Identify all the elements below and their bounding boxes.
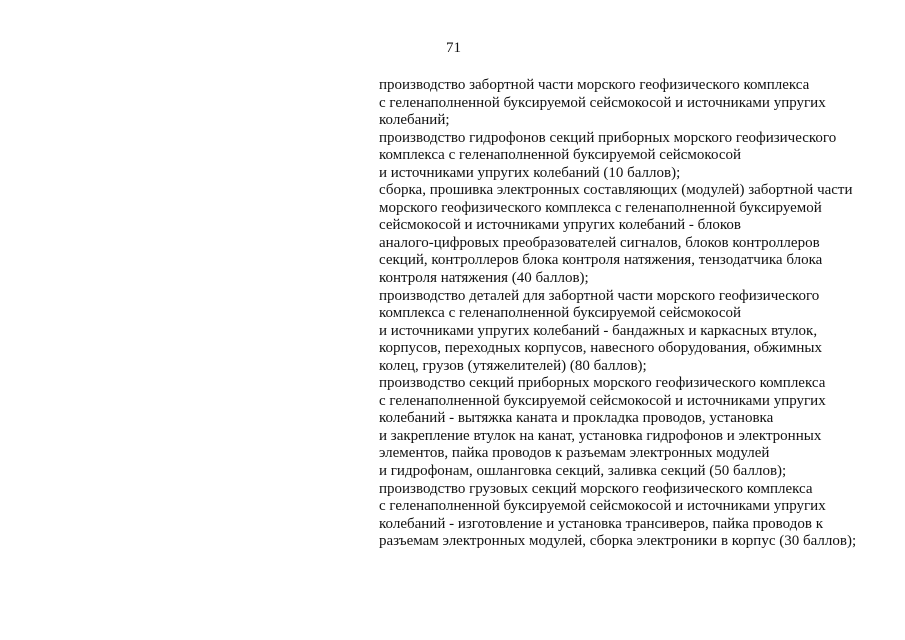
text-line: комплекса с геленаполненной буксируемой сейсмокосой (379, 305, 741, 322)
text-line: аналого-цифровых преобразователей сигналов, блоков контроллеров (379, 234, 820, 251)
text-line: и источниками упругих колебаний (10 баллов); (379, 164, 681, 181)
text-line: морского геофизического комплекса с геленаполненной буксируемой (379, 199, 822, 216)
text-line: колебаний - вытяжка каната и прокладка проводов, установка (379, 410, 774, 427)
text-line: сборка, прошивка электронных составляющих (модулей) забортной части (379, 182, 853, 199)
text-line: и закрепление втулок на канат, установка гидрофонов и электронных (379, 427, 822, 444)
text-line: производство забортной части морского геофизического комплекса (379, 77, 810, 93)
body-text (379, 77, 889, 551)
text-line: сейсмокосой и источниками упругих колебаний - блоков (379, 217, 741, 234)
page-number: 71 (446, 40, 461, 56)
text-line: корпусов, переходных корпусов, навесного оборудования, обжимных (379, 340, 823, 357)
text-line: и гидрофонам, ошланговка секций, заливка секций (50 баллов); (379, 463, 787, 480)
text-line: с геленаполненной буксируемой сейсмокосой и источниками упругих (379, 392, 826, 409)
text-line: контроля натяжения (40 баллов); (379, 270, 589, 287)
text-line: с геленаполненной буксируемой сейсмокосой и источниками упругих (379, 94, 826, 111)
text-line: производство грузовых секций морского геофизического комплекса (379, 480, 813, 497)
text-line: комплекса с геленаполненной буксируемой сейсмокосой (379, 147, 741, 164)
text-line: и источниками упругих колебаний - бандажных и каркасных втулок, (379, 322, 818, 339)
text-line: элементов, пайка проводов к разъемам электронных модулей (379, 445, 770, 462)
text-line: производство секций приборных морского геофизического комплекса (379, 375, 826, 392)
text-line: колебаний - изготовление и установка трансиверов, пайка проводов к (379, 515, 823, 532)
text-line: производство деталей для забортной части морского геофизического (379, 287, 820, 304)
text-line: секций, контроллеров блока контроля натяжения, тензодатчика блока (379, 252, 823, 269)
text-line: производство гидрофонов секций приборных морского геофизического (379, 129, 837, 146)
text-line: разъемам электронных модулей, сборка электроники в корпус (30 баллов); (379, 533, 857, 550)
text-line: с геленаполненной буксируемой сейсмокосой и источниками упругих (379, 498, 826, 515)
text-line: колебаний; (379, 112, 450, 129)
text-line: колец, грузов (утяжелителей) (80 баллов); (379, 357, 647, 374)
